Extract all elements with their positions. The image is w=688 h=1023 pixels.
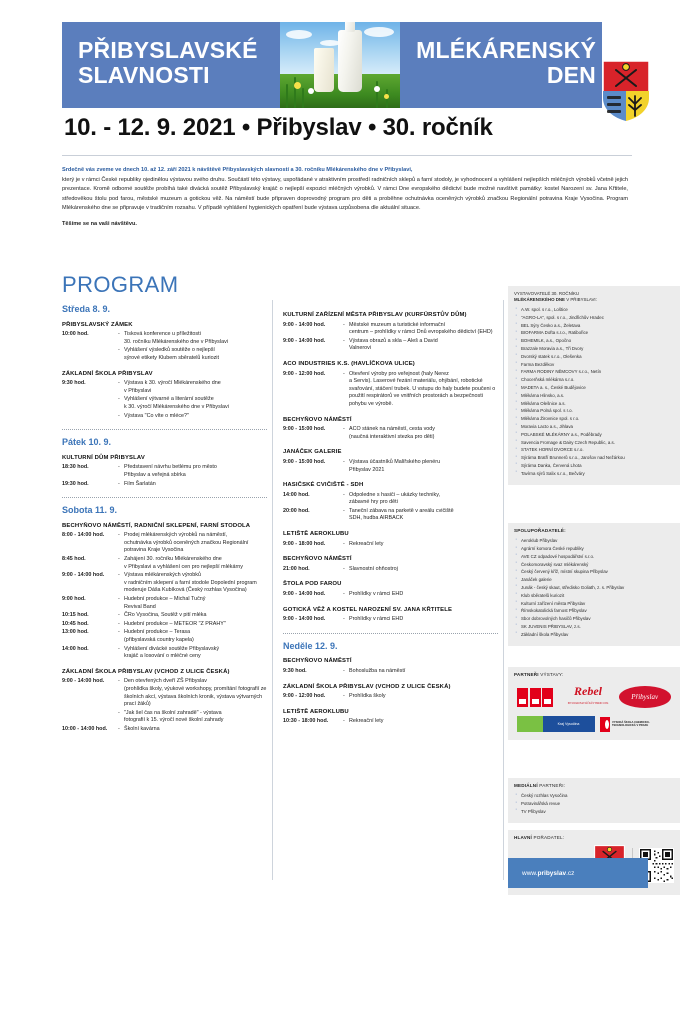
bullet-dash-icon: - bbox=[118, 464, 120, 471]
cloud-icon bbox=[364, 27, 394, 37]
bullet-dash-icon: - bbox=[343, 718, 345, 725]
program-venue-heading: JANÁČEK GALERIE bbox=[283, 449, 342, 456]
exhibitors-box bbox=[508, 286, 680, 485]
program-entry-subtext: (prohlídka školy, výukové workshopy, promítání fotografií ze školních akcí, výstava školních kronik, výstava výtvarných prací žáků) bbox=[124, 685, 267, 708]
program-venue-heading: ZÁKLADNÍ ŠKOLA PŘIBYSLAV (VCHOD Z ULICE ČESKÁ) bbox=[62, 668, 230, 675]
media-title-strong: MEDIÁLNÍ bbox=[514, 783, 538, 788]
list-item: · SK JUVENIS PŘIBYSLAV, z.s. bbox=[514, 624, 674, 630]
program-entry-description: Výstava mlékárenských výrobků v radničním sklepení a farní stodole Dopolední program moderuje Dáša Kubíková (Český rozhlas Vysočina) bbox=[124, 572, 267, 595]
program-entry-time bbox=[62, 710, 118, 725]
program-entry bbox=[62, 347, 267, 362]
program-entry-subtext: a Servis). Laserové řezání materiálu, ohýbání, robotické svařování, stáčení trubek. U vstupu do haly budete poučeni o použití respirátorů ve vnitřních prostorách a bezpečnosti pohybu ve výrobě. bbox=[349, 378, 496, 407]
header-title-left: PŘIBYSLAVSKÉ SLAVNOSTI bbox=[78, 37, 258, 88]
list-item: · BIOFARMA Dofta s.r.o., Ratibořice bbox=[514, 330, 674, 336]
list-item: · Mlékárna Polná spol. s r.o. bbox=[514, 408, 674, 414]
list-item: · FARMA RODINY NĚMCOVY s.r.o., Netín bbox=[514, 369, 674, 375]
program-entry-time: 9:00 - 15:00 hod. bbox=[283, 458, 326, 465]
program-entry bbox=[62, 710, 267, 725]
program-entry bbox=[62, 621, 267, 629]
program-entry-description: Výstava účastníků Malířského plenéru Přibyslav 2021 bbox=[349, 459, 498, 474]
cloud-icon bbox=[320, 40, 340, 46]
bullet-dash-icon: - bbox=[343, 491, 345, 498]
program-entry-time: 18:30 hod. bbox=[62, 464, 89, 471]
program-entry-time: 9:00 - 14:00 hod. bbox=[283, 321, 326, 328]
program-entry-time: 20:00 hod. bbox=[283, 507, 310, 514]
program-entry bbox=[283, 371, 498, 409]
program-day-heading: Neděle 12. 9. bbox=[283, 640, 338, 651]
program-entry-description: Film Šarlatán bbox=[124, 480, 156, 487]
program-entry bbox=[62, 646, 267, 661]
main-organizer-title bbox=[514, 835, 674, 841]
partner-logo-row-2 bbox=[514, 716, 674, 732]
list-item: · Savencia Fromage & Dairy Czech Republic, a.s. bbox=[514, 440, 674, 446]
list-item: · POLABSKÉ MLÉKÁRNY a.s., Poděbrady bbox=[514, 432, 674, 438]
list-item: · Moravia Lacto a.s., Jihlava bbox=[514, 424, 674, 430]
list-item: · "AGRO-LA", spol. s r.o., Jindřichův Hradec bbox=[514, 315, 674, 321]
program-entry bbox=[283, 591, 498, 599]
program-entry bbox=[283, 322, 498, 337]
vscht-mark-icon bbox=[600, 717, 610, 732]
program-entry-description: Výstava k 30. výročí Mlékárenského dne v Přibyslavi bbox=[124, 380, 267, 395]
program-entry-subtext: zábavné hry pro děti bbox=[349, 499, 398, 506]
cloud-icon bbox=[286, 30, 312, 39]
program-entry bbox=[283, 426, 498, 441]
program-entry bbox=[62, 380, 267, 395]
program-day-heading: Pátek 10. 9. bbox=[62, 437, 112, 448]
bullet-dash-icon: - bbox=[343, 591, 345, 598]
exhibitors-title-line1: VYSTAVOVATELÉ 30. ROČNÍKU bbox=[514, 291, 580, 296]
program-entry-subtext: 30. ročníku Mlékárenského dne v Přibyslavi bbox=[124, 338, 228, 345]
program-venue-heading: BECHYŇOVO NÁMĚSTÍ bbox=[283, 658, 352, 665]
program-venue-heading: LETIŠTĚ AEROKLUBU bbox=[283, 708, 349, 715]
program-entry-description: Hudební produkce – METEOR "Z PRAHY" bbox=[124, 620, 226, 627]
bullet-dash-icon: - bbox=[343, 337, 345, 344]
bullet-dash-icon: - bbox=[343, 693, 345, 700]
exhibitors-list bbox=[514, 307, 674, 477]
program-entry bbox=[62, 396, 267, 411]
partners-title-tail: VÝSTAVY: bbox=[538, 672, 564, 677]
header-divider bbox=[62, 155, 632, 156]
program-venue-heading: PŘIBYSLAVSKÝ ZÁMEK bbox=[62, 321, 133, 328]
intro-body: který je v rámci České republiky ojedinělou výstavou svého druhu. Součástí této výstavy, uspořádané v atraktivním prostředí radničních sklepů a farní stodoly, je vyhodnocení a vyhlášení nejlepších mléčných výrobků včetně jejich prezentace. Kromě odborné soutěže probíhá také divácká soutěž Přibyslavský krajáč o nejlepší expozici mléčných výrobků. V rámci Dne evropského dědictví bude možné navštívit památky: kostel Narození sv. Jana Křtitele, středověkou štolu pod farou, městské muzeum a gotickou věž. Na náměstí bude připraven doprovodný program pro děti a proběhne ochutnávka oceněných výrobků značkou Regionální potravina Kraje Vysočina. Program Mlékárenského dne se připravuje v tradičním rozsahu. V případě vyhlášení hygienických opatření bude výstava uzpůsobena dle aktuální situace. bbox=[62, 177, 628, 211]
program-entry-time: 14:00 hod. bbox=[283, 491, 310, 498]
section-separator bbox=[283, 633, 498, 634]
bullet-dash-icon: - bbox=[118, 645, 120, 652]
program-venue-heading: BECHYŇOVO NÁMĚSTÍ bbox=[283, 556, 352, 563]
program-venue-heading: LETIŠTĚ AEROKLUBU bbox=[283, 531, 349, 538]
list-item: · Chocerňská mlékárna s.r.o. bbox=[514, 377, 674, 383]
program-entry bbox=[283, 541, 498, 549]
program-entry bbox=[283, 492, 498, 507]
program-entry-time bbox=[62, 347, 118, 362]
program-entry bbox=[62, 612, 267, 620]
program-entry-description: Hudební produkce – Michal Tučný Revival Band bbox=[124, 596, 267, 611]
bullet-dash-icon: - bbox=[118, 331, 120, 338]
flower-icon bbox=[294, 82, 301, 89]
program-entry-time: 21:00 hod. bbox=[283, 565, 310, 572]
intro-closing: Těšíme se na vaši návštěvu. bbox=[62, 221, 137, 228]
program-day-heading: Sobota 11. 9. bbox=[62, 505, 118, 516]
sidebar-media-partners bbox=[508, 778, 680, 823]
program-entry-subtext: v radničním sklepení a farní stodole Dopolední program moderuje Dáša Kubíková (Český rozhlas Vysočina) bbox=[124, 579, 257, 594]
program-entry-subtext: v Přibyslavi a vyhlášení cen pro nejlepší mlékárny bbox=[124, 563, 243, 570]
organizer-title-strong: HLAVNÍ bbox=[514, 835, 532, 840]
program-entry-time bbox=[62, 396, 118, 411]
bullet-dash-icon: - bbox=[343, 370, 345, 377]
organizer-title-tail: POŘADATEL: bbox=[531, 835, 565, 840]
program-entry-time: 19:30 hod. bbox=[62, 480, 89, 487]
program-entry-description: Prohlídky v rámci EHD bbox=[349, 616, 404, 623]
list-item: · STATEK HORNÍ DVORCE s.r.o. bbox=[514, 447, 674, 453]
sidebar-partners bbox=[508, 667, 680, 740]
program-entry-time: 9:00 - 18:00 hod. bbox=[283, 540, 326, 547]
program-entry-description: Rekreační lety bbox=[349, 540, 384, 547]
program-entry-subtext: Přibyslav 2021 bbox=[349, 466, 385, 473]
media-title-tail: PARTNEŘI: bbox=[537, 783, 566, 788]
list-item: · Mlékárna Olešnice a.s. bbox=[514, 401, 674, 407]
bullet-dash-icon: - bbox=[118, 678, 120, 685]
program-entry-time: 9:00 - 12:00 hod. bbox=[283, 693, 326, 700]
program-entry bbox=[283, 566, 498, 574]
list-item: · Junák - český skaut, středisko Goliath, z. s. Přibyslav bbox=[514, 585, 674, 591]
program-entry-time: 8:00 - 14:00 hod. bbox=[62, 532, 105, 539]
program-entry-description: Zahájení 30. ročníku Mlékárenského dne v Přibyslavi a vyhlášení cen pro nejlepší mlékárny bbox=[124, 556, 267, 571]
partners-title bbox=[514, 672, 674, 678]
program-entry-time: 14:00 hod. bbox=[62, 645, 89, 652]
program-entry-subtext: Přibyslav a veřejná sbírka bbox=[124, 471, 186, 478]
grass-blade bbox=[286, 84, 288, 108]
program-entry-description: Rekreační lety bbox=[349, 718, 384, 725]
bullet-dash-icon: - bbox=[343, 668, 345, 674]
list-item: · Mlékárna Žirovnice spol. s r.o. bbox=[514, 416, 674, 422]
bullet-dash-icon: - bbox=[118, 725, 120, 732]
kraj-vysocina-logo: Kraj Vysočina bbox=[517, 716, 595, 732]
program-entry-time: 9:30 hod. bbox=[62, 380, 86, 387]
poster-header bbox=[62, 22, 632, 141]
flower-icon bbox=[374, 86, 380, 92]
program-entry-description: Vyhlášení výtvarné a literární soutěže k 30. výročí Mlékárenského dne v Přibyslavi bbox=[124, 396, 267, 411]
column-divider-1 bbox=[272, 300, 273, 880]
program-entry-description: Taneční zábava na parketě v areálu cvičiště SDH, hudba AIRBACK bbox=[349, 508, 498, 523]
list-item: · Sýrárna Danka, Červená Lhota bbox=[514, 463, 674, 469]
program-entry-description: Prohlídka školy bbox=[349, 693, 386, 700]
partners-title-strong: PARTNEŘI bbox=[514, 672, 539, 677]
program-entry bbox=[283, 693, 498, 701]
bullet-dash-icon: - bbox=[343, 426, 345, 433]
program-column-middle bbox=[283, 304, 498, 727]
website-url-bar[interactable] bbox=[508, 858, 648, 888]
list-item: · Aeroklub Přibyslav bbox=[514, 538, 674, 544]
bullet-dash-icon: - bbox=[118, 380, 120, 387]
co-organizers-box bbox=[508, 523, 680, 646]
exhibitors-title-tail: V PŘIBYSLAVI: bbox=[564, 297, 597, 302]
program-entry bbox=[62, 331, 267, 346]
rebel-logo: Rebel PIVOVAR HAVLÍČKŮV BROD 1834 bbox=[564, 684, 612, 710]
program-entry bbox=[62, 413, 267, 421]
bullet-dash-icon: - bbox=[343, 540, 345, 547]
program-entry-time: 10:15 hod. bbox=[62, 612, 89, 619]
program-entry bbox=[62, 464, 267, 479]
program-entry-subtext: Revival Band bbox=[124, 603, 156, 610]
program-entry-description: ČRo Vysočina, Soutěž v pití mléka bbox=[124, 612, 207, 619]
list-item: · Římskokatolická farnost Přibyslav bbox=[514, 608, 674, 614]
list-item: · Agrární komora České republiky bbox=[514, 546, 674, 552]
list-item: · Tavírna sýrů Salix s.r.o., Bečváry bbox=[514, 471, 674, 477]
program-entry bbox=[62, 678, 267, 708]
list-item: · Dvorský statek s.r.o., Olešenka bbox=[514, 354, 674, 360]
program-entry-description: "Jak šel čas na školní zahradě" - výstava fotografií k 15. výročí nové školní zahrady bbox=[124, 710, 267, 725]
bullet-dash-icon: - bbox=[343, 507, 345, 514]
bullet-dash-icon: - bbox=[118, 612, 120, 619]
program-entry-description: Tisková konference u příležitosti 30. ročníku Mlékárenského dne v Přibyslavi bbox=[124, 331, 267, 346]
program-entry-description: Hudební produkce – Terasa (přibyslavská country kapela) bbox=[124, 629, 267, 644]
bullet-dash-icon: - bbox=[118, 556, 120, 563]
exhibitors-title bbox=[514, 291, 674, 303]
list-item: · Brazzale Moravia a.s., Tři Dvory bbox=[514, 346, 674, 352]
program-entry bbox=[283, 668, 498, 676]
program-column-left bbox=[62, 304, 267, 735]
website-strong: pribyslav bbox=[537, 869, 567, 877]
milk-bottle bbox=[338, 30, 362, 92]
program-entry-subtext: SDH, hudba AIRBACK bbox=[349, 515, 404, 522]
program-entry-subtext: k 30. výročí Mlékárenského dne v Přibyslavi bbox=[124, 403, 229, 410]
bullet-dash-icon: - bbox=[118, 347, 120, 354]
program-venue-heading: ACO INDUSTRIES K.S. (HAVLÍČKOVA ULICE) bbox=[283, 360, 415, 367]
list-item: · TV Přibyslav bbox=[514, 809, 674, 815]
program-entry-subtext: fotografií k 15. výročí nové školní zahrady bbox=[124, 717, 224, 724]
program-entry bbox=[283, 459, 498, 474]
list-item: · Sýrárna Bratří Brunnerů s.r.o., Jarošov nad Nežárkou bbox=[514, 455, 674, 461]
flower-icon bbox=[308, 88, 314, 94]
media-partners-title bbox=[514, 783, 674, 789]
program-venue-heading: KULTURNÍ DŮM PŘIBYSLAV bbox=[62, 454, 145, 461]
program-entry-time: 9:00 - 12:00 hod. bbox=[283, 370, 326, 377]
milk-glass bbox=[314, 48, 334, 92]
program-entry-description: Vyhlášení divácké soutěže Přibyslavský krajáč a losování o mléčné ceny bbox=[124, 646, 267, 661]
program-entry-description: Vyhlášení výsledků soutěže o nejlepší sýrové etikety Klubem sběratelů kuriozit bbox=[124, 347, 267, 362]
section-separator bbox=[62, 497, 267, 498]
website-suffix: .cz bbox=[566, 869, 575, 877]
vscht-logo: VYSOKÁ ŠKOLA CHEMICKO-TECHNOLOGICKÁ V PRAZE bbox=[600, 717, 672, 732]
rebel-logo-sub: PIVOVAR HAVLÍČKŮV BROD 1834 bbox=[567, 702, 609, 706]
co-organizers-list bbox=[514, 538, 674, 638]
program-entry bbox=[283, 508, 498, 523]
program-entry bbox=[62, 532, 267, 555]
program-entry-time: 9:00 - 14:00 hod. bbox=[62, 678, 105, 685]
program-venue-heading: ZÁKLADNÍ ŠKOLA PŘIBYSLAV (VCHOD Z ULICE ČESKÁ) bbox=[283, 683, 451, 690]
program-entry-description: ACO stánek na náměstí, cesta vody (naučná interaktivní stezka pro děti) bbox=[349, 426, 498, 441]
list-item: · Farma Bezděkov bbox=[514, 362, 674, 368]
program-entry-subtext: centrum – prohlídky v rámci Dnů evropského dědictví (EHD) bbox=[349, 329, 493, 336]
bullet-dash-icon: - bbox=[343, 565, 345, 572]
list-item: · Janáček galerie bbox=[514, 577, 674, 583]
program-entry-subtext: sýrové etikety Klubem sběratelů kuriozit bbox=[124, 354, 219, 361]
program-entry bbox=[62, 726, 267, 734]
bullet-dash-icon: - bbox=[118, 396, 120, 403]
program-entry-time: 9:00 - 14:00 hod. bbox=[283, 616, 326, 623]
list-item: · A.W. spol. s r.o., Loštice bbox=[514, 307, 674, 313]
program-entry-subtext: (přibyslavská country kapela) bbox=[124, 637, 194, 643]
list-item: · BOHEMILK, a.s., Opočno bbox=[514, 338, 674, 344]
program-entry-subtext: Valnerovi bbox=[349, 345, 372, 352]
program-entry-time: 9:00 - 14:00 hod. bbox=[62, 572, 105, 579]
bullet-dash-icon: - bbox=[343, 458, 345, 465]
grass-blade bbox=[302, 88, 304, 108]
pribyslav-logo: Přibyslav bbox=[619, 686, 671, 708]
program-entry bbox=[283, 616, 498, 624]
page-title: PROGRAM bbox=[62, 272, 179, 297]
program-entry bbox=[62, 481, 267, 489]
intro-text bbox=[62, 166, 628, 229]
list-item: · Český červený kříž, místní skupina Přibyslav bbox=[514, 569, 674, 575]
program-entry bbox=[283, 718, 498, 726]
program-entry bbox=[283, 338, 498, 353]
program-entry-description: Slavnostní ohňostroj bbox=[349, 565, 398, 572]
bullet-dash-icon: - bbox=[118, 709, 120, 716]
program-venue-heading: GOTICKÁ VĚŽ A KOSTEL NAROZENÍ SV. JANA KŘTITELE bbox=[283, 606, 453, 613]
header-title-right: MLÉKÁRENSKÝ DEN bbox=[416, 37, 596, 88]
program-entry-description: Bohoslužba na náměstí bbox=[349, 668, 406, 674]
list-item: · MADETA a. s., České Budějovice bbox=[514, 385, 674, 391]
program-entry-time: 10:45 hod. bbox=[62, 620, 89, 627]
list-item: · Potravinářská revue bbox=[514, 801, 674, 807]
milk-bottles-photo bbox=[280, 22, 400, 108]
program-entry-description: Otevření výroby pro veřejnost (haly Nerez a Servis). Laserové řezání materiálu, ohýbání, robotické svařování, stáčení trubek. U vstupu do haly budete poučeni o použití respirátorů ve vnitřních prostorách a bezpečnosti pohybu ve výrobě. bbox=[349, 371, 498, 409]
sidebar-co-organizers bbox=[508, 523, 680, 646]
program-entry-time: 9:00 hod. bbox=[62, 596, 86, 603]
program-venue-heading: ZÁKLADNÍ ŠKOLA PŘIBYSLAV bbox=[62, 370, 153, 377]
list-item: · Sbor dobrovolných hasičů Přibyslav bbox=[514, 616, 674, 622]
media-partners-box bbox=[508, 778, 680, 823]
program-entry-time: 10:00 hod. bbox=[62, 331, 89, 338]
program-entry-time: 10:00 - 14:00 hod. bbox=[62, 725, 108, 732]
bullet-dash-icon: - bbox=[118, 532, 120, 539]
program-entry-description: Školní kavárna bbox=[124, 725, 160, 732]
aco-logo bbox=[517, 688, 557, 707]
bullet-dash-icon: - bbox=[118, 620, 120, 627]
program-entry-description: Odpoledne s hasiči – ukázky techniky, zábavné hry pro děti bbox=[349, 492, 498, 507]
program-entry bbox=[62, 572, 267, 595]
section-separator bbox=[62, 429, 267, 430]
program-entry-time: 9:00 - 15:00 hod. bbox=[283, 426, 326, 433]
exhibitors-title-strong: MLÉKÁRENSKÉHO DNE bbox=[514, 297, 565, 302]
program-day-heading: Středa 8. 9. bbox=[62, 304, 111, 314]
program-entry-subtext: krajáč a losování o mléčné ceny bbox=[124, 653, 201, 660]
bullet-dash-icon: - bbox=[118, 629, 120, 636]
list-item: · Mlékárna Hlinsko, a.s. bbox=[514, 393, 674, 399]
partners-box bbox=[508, 667, 680, 740]
bullet-dash-icon: - bbox=[118, 572, 120, 579]
bullet-dash-icon: - bbox=[118, 596, 120, 603]
program-entry bbox=[62, 596, 267, 611]
bullet-dash-icon: - bbox=[343, 616, 345, 623]
bullet-dash-icon: - bbox=[343, 321, 345, 328]
co-organizers-title: SPOLUPOŘADATELÉ: bbox=[514, 528, 566, 533]
program-entry-time: 9:30 hod. bbox=[283, 668, 307, 674]
program-entry-subtext: ochutnávka výrobků oceněných značkou Regionální potravina Kraje Vysočina bbox=[124, 539, 249, 554]
program-entry-subtext: v Přibyslavi bbox=[124, 387, 152, 394]
program-entry-time: 13:00 hod. bbox=[62, 629, 89, 636]
program-entry-time: 8:45 hod. bbox=[62, 556, 86, 563]
list-item: · Klub sběratelů kuriozit bbox=[514, 593, 674, 599]
flower-icon bbox=[384, 94, 389, 99]
program-venue-heading: ŠTOLA POD FAROU bbox=[283, 581, 342, 588]
column-divider-2 bbox=[503, 300, 504, 880]
program-entry bbox=[62, 556, 267, 571]
program-venue-heading: KULTURNÍ ZAŘÍZENÍ MĚSTA PŘIBYSLAV (KURFÜRSTŮV DŮM) bbox=[283, 312, 467, 318]
program-entry-time: 9:00 - 14:00 hod. bbox=[283, 591, 326, 598]
program-entry-time bbox=[62, 413, 118, 421]
sidebar-exhibitors bbox=[508, 286, 680, 485]
program-entry-description: Prodej mlékárenských výrobků na náměstí, ochutnávka výrobků oceněných značkou Regionální potravina Kraje Vysočina bbox=[124, 532, 267, 555]
program-venue-heading: BECHYŇOVO NÁMĚSTÍ, RADNIČNÍ SKLEPENÍ, FARNÍ STODOLA bbox=[62, 522, 251, 529]
list-item: · AVE CZ odpadové hospodářství s.r.o. bbox=[514, 554, 674, 560]
list-item: · Český rozhlas Vysočina bbox=[514, 793, 674, 799]
intro-lead: Srdečně vás zveme ve dnech 10. až 12. září 2021 k návštěvě Přibyslavských slavností a 30. ročníku Mlékárenského dne v Přibyslavi, bbox=[62, 167, 413, 173]
program-entry-description: Představení návrhu betlému pro město Přibyslav a veřejná sbírka bbox=[124, 464, 267, 479]
program-entry-time: 9:00 - 14:00 hod. bbox=[283, 337, 326, 344]
website-prefix: www. bbox=[522, 869, 538, 877]
partner-logo-row-1 bbox=[514, 684, 674, 710]
program-entry-description: Výstava obrazů a skla – Aleš a David Valnerovi bbox=[349, 338, 498, 353]
program-entry bbox=[62, 629, 267, 644]
program-entry-description: Výstava "Co víte o mléce?" bbox=[124, 412, 189, 419]
program-entry-description: Prohlídky v rámci EHD bbox=[349, 591, 404, 598]
list-item: · BEL Sýry Česko a.s., Želetava bbox=[514, 323, 674, 329]
program-entry-description: Městské muzeum a turistické informační centrum – prohlídky v rámci Dnů evropského dědictví (EHD) bbox=[349, 322, 498, 337]
list-item: · Kulturní zařízení města Přibyslav bbox=[514, 601, 674, 607]
program-venue-heading: BECHYŇOVO NÁMĚSTÍ bbox=[283, 416, 352, 423]
header-date-line: 10. - 12. 9. 2021 • Přibyslav • 30. ročník bbox=[64, 114, 493, 141]
media-partners-list bbox=[514, 793, 674, 815]
list-item: · Českomoravský svaz mlékárenský bbox=[514, 562, 674, 568]
program-entry-subtext: (naučná interaktivní stezka pro děti) bbox=[349, 433, 435, 440]
list-item: · Základní škola Přibyslav bbox=[514, 632, 674, 638]
pribyslav-coat-of-arms bbox=[602, 60, 650, 122]
program-entry-time: 10:30 - 18:00 hod. bbox=[283, 718, 329, 725]
bullet-dash-icon: - bbox=[118, 480, 120, 487]
bullet-dash-icon: - bbox=[118, 412, 120, 419]
program-venue-heading: HASIČSKÉ CVIČIŠTĚ - SDH bbox=[283, 482, 364, 489]
program-entry-description: Den otevřených dveří ZŠ Přibyslav (prohlídka školy, výukové workshopy, promítání fotografií ze školních akcí, výstava školních kronik, výstava výtvarných prací žáků) bbox=[124, 678, 267, 708]
